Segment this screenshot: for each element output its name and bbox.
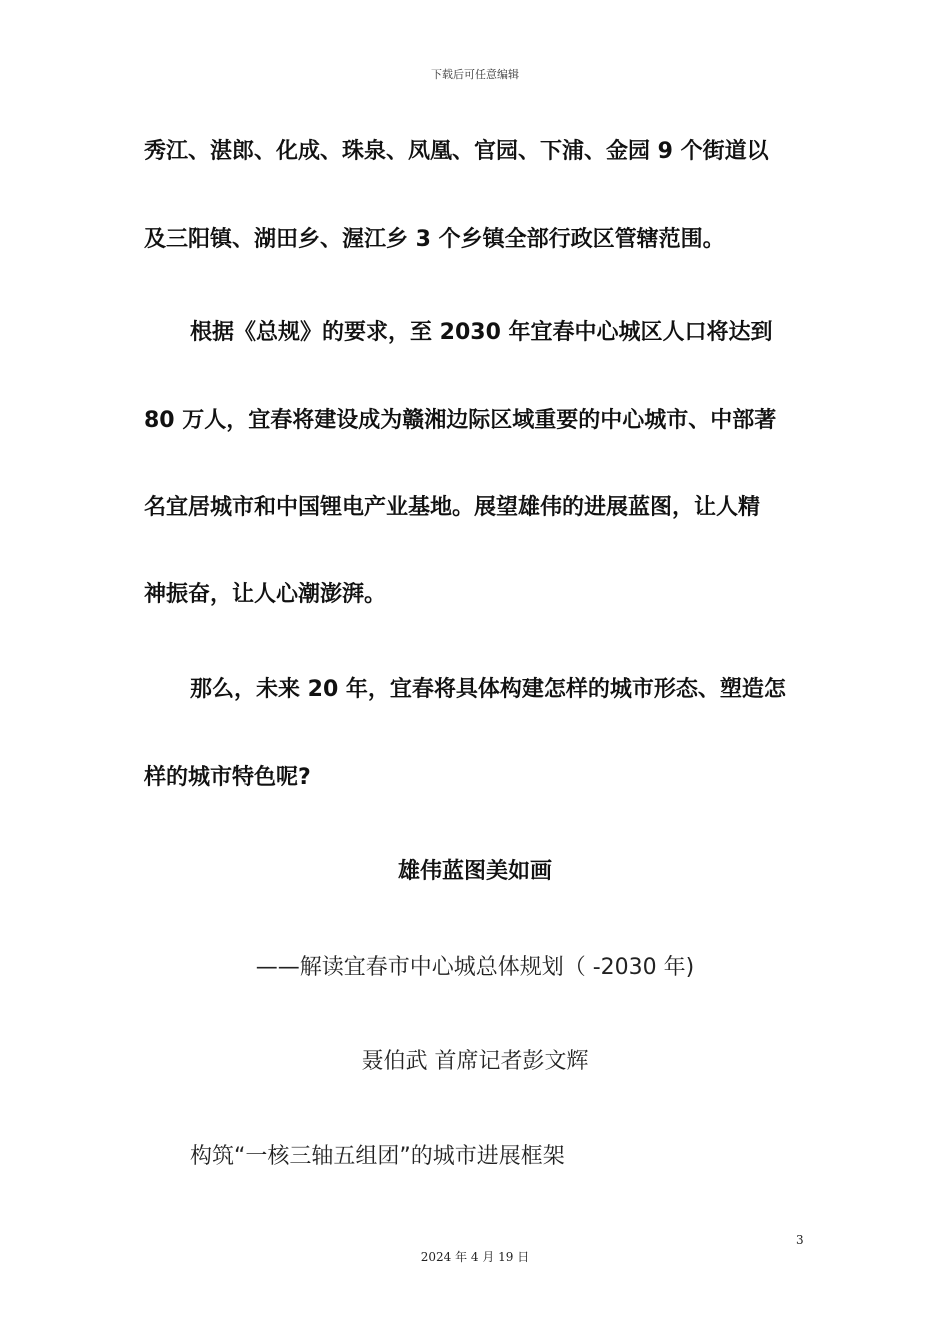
page-number: 3 bbox=[796, 1233, 804, 1247]
paragraph-line: 样的城市特色呢? bbox=[144, 765, 311, 790]
footer-date: 2024 年 4 月 19 日 bbox=[420, 1250, 530, 1264]
paragraph-line: 神振奋，让人心潮澎湃。 bbox=[144, 582, 387, 607]
article-subtitle: ——解读宜春市中心城总体规划（ -2030 年) bbox=[255, 955, 695, 980]
paragraph-line: 那么，未来 20 年，宜春将具体构建怎样的城市形态、塑造怎 bbox=[190, 677, 786, 702]
page-header: 下载后可任意编辑 bbox=[431, 68, 519, 81]
article-title: 雄伟蓝图美如画 bbox=[397, 859, 552, 884]
paragraph-line: 秀江、湛郎、化成、珠泉、凤凰、官园、下浦、金园 9 个街道以 bbox=[144, 139, 769, 164]
section-heading: 构筑“一核三轴五组团”的城市进展框架 bbox=[190, 1144, 565, 1169]
paragraph-line: 及三阳镇、湖田乡、渥江乡 3 个乡镇全部行政区管辖范围。 bbox=[144, 227, 725, 252]
paragraph-line: 80 万人，宜春将建设成为赣湘边际区域重要的中心城市、中部著 bbox=[144, 408, 777, 433]
paragraph-line: 根据《总规》的要求，至 2030 年宜春中心城区人口将达到 bbox=[190, 320, 773, 345]
paragraph-line: 名宜居城市和中国锂电产业基地。展望雄伟的进展蓝图，让人精 bbox=[144, 495, 761, 520]
article-byline: 聂伯武 首席记者彭文辉 bbox=[361, 1049, 589, 1074]
